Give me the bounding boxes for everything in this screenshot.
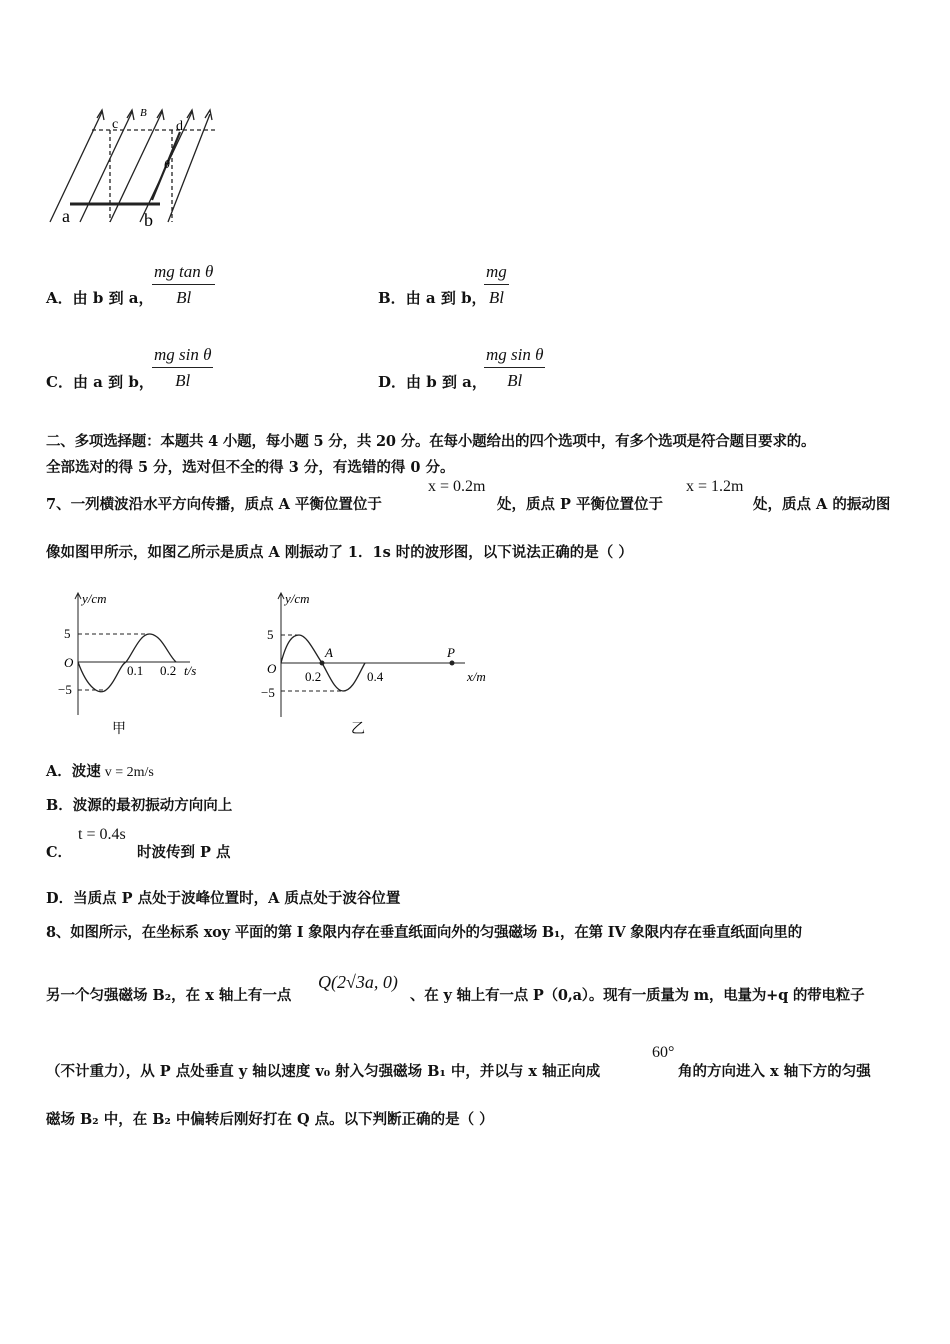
yi-origin: O — [267, 661, 277, 676]
jia-origin: O — [64, 655, 74, 670]
jia-t1: 0.1 — [127, 663, 144, 678]
q7-option-c-math: t = 0.4s — [78, 826, 126, 843]
q6-option-c-fraction — [152, 345, 213, 391]
q6-option-a-fraction — [152, 262, 215, 308]
point-p — [450, 661, 455, 666]
q6-option-c[interactable] — [46, 371, 154, 392]
numerator: mg tan θ — [152, 262, 215, 285]
q7-text-c: 处，质点 A 的振动图 — [753, 496, 891, 513]
option-text: 由 b 到 a， — [72, 289, 154, 307]
q7-x2: x = 1.2m — [686, 478, 744, 495]
q8-q-point: Q(2√3a, 0) — [318, 972, 398, 992]
yi-yneg: −5 — [261, 685, 275, 700]
option-letter: B． — [378, 289, 406, 307]
point-a — [320, 661, 325, 666]
yi-x1: 0.2 — [305, 669, 322, 684]
q7-text-a: 7、一列横波沿水平方向传播，质点 A 平衡位置位于 — [46, 496, 382, 513]
q7-option-d[interactable]: D．当质点 P 点处于波峰位置时，A 质点处于波谷位置 — [46, 890, 401, 907]
rails-figure — [40, 100, 230, 235]
q6-option-b[interactable] — [378, 287, 487, 308]
jia-ypos: 5 — [64, 626, 71, 641]
option-letter: C． — [46, 373, 73, 391]
numerator: mg — [484, 262, 509, 285]
section2-line1: 二、多项选择题：本题共 4 小题，每小题 5 分，共 20 分。在每小题给出的四个选项中，有多个选项是符合题目要求的。 — [46, 433, 816, 450]
q7-option-a[interactable] — [46, 760, 154, 781]
q8-angle: 60° — [652, 1044, 675, 1061]
graph-yi — [255, 585, 505, 740]
label-B: B — [140, 107, 147, 119]
yi-pointP: P — [447, 645, 455, 660]
yi-ylabel: y/cm — [285, 591, 310, 606]
option-text: 由 b 到 a， — [406, 373, 487, 391]
q6-option-a[interactable] — [46, 287, 154, 308]
denominator: Bl — [488, 288, 504, 307]
q7-option-c-label[interactable]: C． — [46, 844, 73, 861]
option-math: v = 2m/s — [104, 765, 154, 780]
option-letter: D． — [378, 373, 407, 391]
label-b: b — [144, 210, 153, 230]
jia-t2: 0.2 — [160, 663, 177, 678]
q8-line3-b: 角的方向进入 x 轴下方的匀强 — [678, 1063, 871, 1080]
option-text: 由 a 到 b， — [405, 289, 487, 307]
graph-jia — [50, 585, 220, 740]
label-a: a — [62, 206, 70, 226]
q6-option-d[interactable] — [378, 371, 487, 392]
q6-option-d-fraction — [484, 345, 545, 391]
yi-caption: 乙 — [351, 722, 365, 737]
yi-xlabel: x/m — [467, 669, 486, 684]
yi-x2: 0.4 — [367, 669, 384, 684]
q8-line2-a: 另一个匀强磁场 B₂，在 x 轴上有一点 — [46, 987, 292, 1004]
q7-line2: 像如图甲所示，如图乙所示是质点 A 刚振动了 1．1s 时的波形图，以下说法正确的是（ ） — [46, 544, 633, 561]
yi-pointA: A — [325, 645, 333, 660]
q7-text-b: 处，质点 P 平衡位置位于 — [497, 496, 663, 513]
numerator: mg sin θ — [484, 345, 545, 368]
jia-xlabel: t/s — [184, 663, 197, 678]
q8-line2-b: 、在 y 轴上有一点 P（0,a）。现有一质量为 m，电量为+q 的带电粒子 — [410, 987, 865, 1004]
jia-yneg: −5 — [58, 682, 72, 697]
q7-line1 — [46, 493, 382, 514]
denominator: Bl — [507, 371, 523, 390]
yi-ypos: 5 — [267, 627, 274, 642]
q7-option-c-tail: 时波传到 P 点 — [137, 844, 231, 861]
label-theta: θ — [164, 157, 170, 171]
denominator: Bl — [175, 371, 191, 390]
q7-x1: x = 0.2m — [428, 478, 486, 495]
denominator: Bl — [176, 288, 192, 307]
jia-ylabel: y/cm — [82, 591, 107, 606]
option-label: A．波速 — [46, 763, 101, 780]
jia-caption: 甲 — [112, 722, 126, 737]
q8-line1: 8、如图所示，在坐标系 xoy 平面的第 I 象限内存在垂直纸面向外的匀强磁场 B₁，在第 IV 象限内存在垂直纸面向里的 — [46, 924, 802, 941]
q8-line3-a: （不计重力），从 P 点处垂直 y 轴以速度 v₀ 射入匀强磁场 B₁ 中，并以与 x 轴正向成 — [46, 1063, 601, 1080]
label-c: c — [112, 117, 119, 132]
option-text: 由 a 到 b， — [72, 373, 154, 391]
q6-option-b-fraction — [484, 262, 509, 308]
label-d: d — [176, 119, 183, 134]
q8-line4: 磁场 B₂ 中，在 B₂ 中偏转后刚好打在 Q 点。以下判断正确的是（ ） — [46, 1111, 494, 1128]
section2-line2: 全部选对的得 5 分，选对但不全的得 3 分，有选错的得 0 分。 — [46, 459, 455, 476]
numerator: mg sin θ — [152, 345, 213, 368]
option-letter: A． — [46, 289, 73, 307]
q7-option-b[interactable]: B．波源的最初振动方向向上 — [46, 797, 233, 814]
